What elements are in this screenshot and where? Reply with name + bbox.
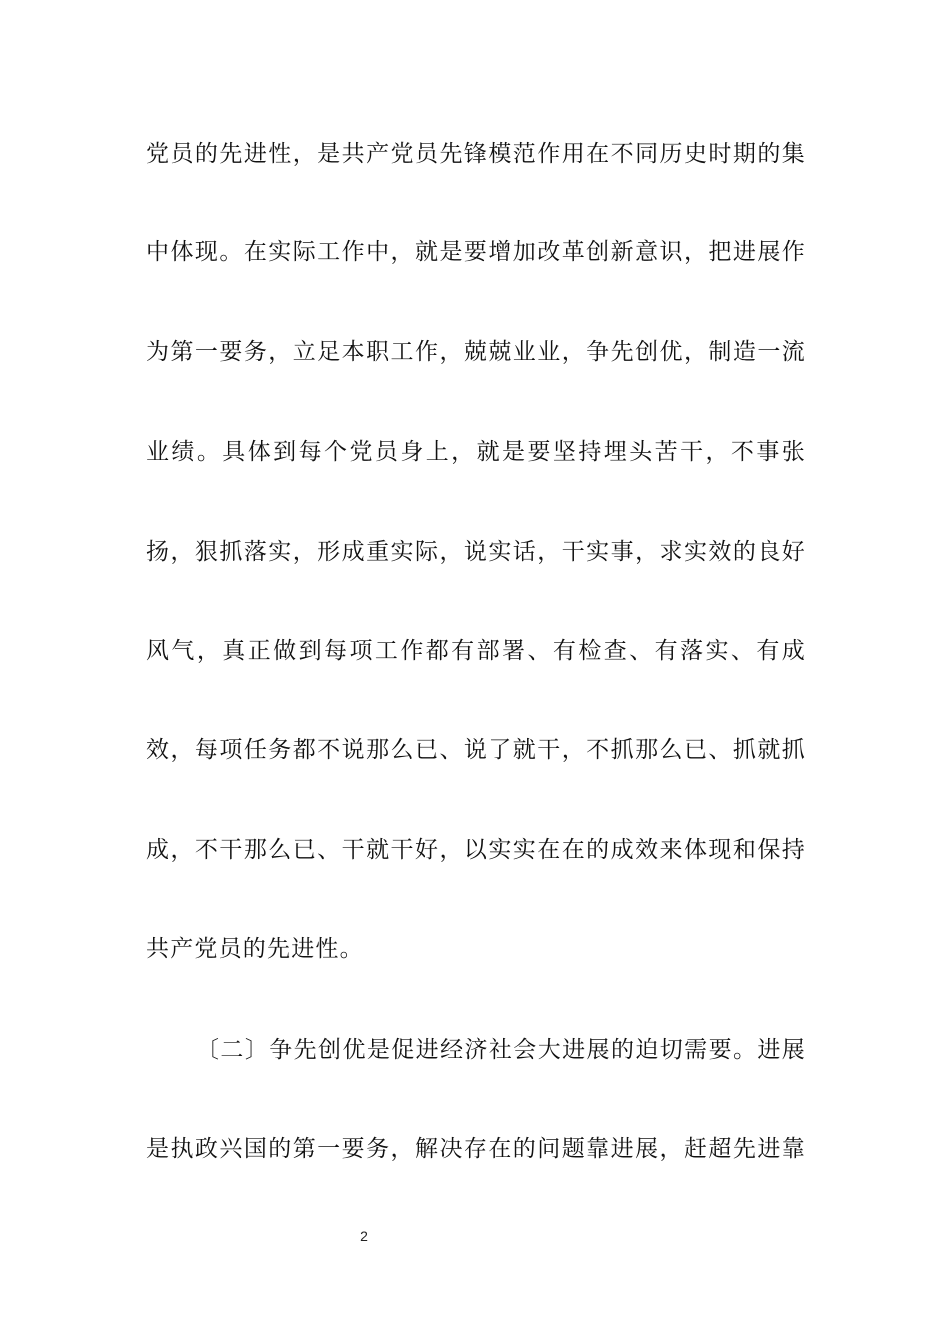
section-heading-line: 〔二〕争先创优是促进经济社会大进展的迫切需要。进展 xyxy=(196,1037,806,1063)
body-text-line-9: 共产党员的先进性。 xyxy=(146,936,364,962)
body-text-line-8: 成，不干那么已、干就干好，以实实在在的成效来体现和保持 xyxy=(146,837,806,863)
body-text-line-3: 为第一要务，立足本职工作，兢兢业业，争先创优，制造一流 xyxy=(146,339,806,365)
body-text-line-1: 党员的先进性，是共产党员先锋模范作用在不同历史时期的集 xyxy=(146,141,806,167)
body-text-line-6: 风气，真正做到每项工作都有部署、有检查、有落实、有成 xyxy=(146,638,806,664)
body-text-line-4: 业绩。具体到每个党员身上，就是要坚持埋头苦干，不事张 xyxy=(146,439,806,465)
page-number: 2 xyxy=(360,1228,368,1244)
body-text-line-5: 扬，狠抓落实，形成重实际，说实话，干实事，求实效的良好 xyxy=(146,539,806,565)
body-text-line-11: 是执政兴国的第一要务，解决存在的问题靠进展，赶超先进靠 xyxy=(146,1136,806,1162)
body-text-line-7: 效，每项任务都不说那么已、说了就干，不抓那么已、抓就抓 xyxy=(146,737,806,763)
body-text-line-2: 中体现。在实际工作中，就是要增加改革创新意识，把进展作 xyxy=(146,239,806,265)
